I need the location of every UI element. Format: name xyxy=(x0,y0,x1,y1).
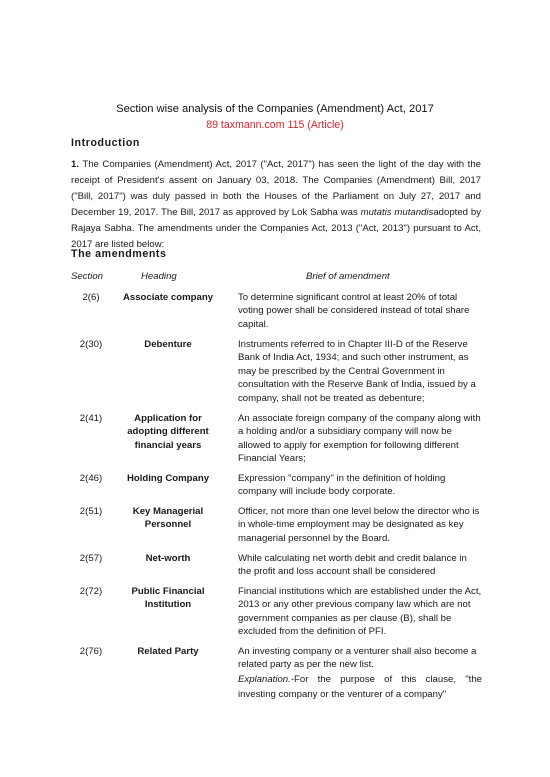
explanation-text: For the purpose of this clause, "the investing company or the venturer of a company" xyxy=(238,674,482,701)
amendments-heading: The amendments xyxy=(71,248,167,260)
amendments-table xyxy=(0,291,550,705)
row-section: 2(57) xyxy=(79,553,103,564)
row-section: 2(6) xyxy=(82,292,100,303)
table-row xyxy=(0,505,550,552)
row-heading: Associate company xyxy=(122,292,214,303)
row-section: 2(51) xyxy=(79,506,103,517)
row-heading: Related Party xyxy=(137,646,199,657)
column-header-heading: Heading xyxy=(141,271,177,282)
row-section: 2(41) xyxy=(79,413,103,424)
table-row xyxy=(0,412,550,472)
intro-italic-phrase: mutatis mutandis xyxy=(360,206,434,218)
row-heading: Debenture xyxy=(144,339,192,350)
row-section: 2(30) xyxy=(79,339,103,350)
row-heading: Key Managerial Personnel xyxy=(132,506,204,531)
row-brief: Instruments referred to in Chapter III-D of the Reserve Bank of India Act, 1934; and such other instrument, as may be prescribed by the Central Government in consultation with the Reserve Bank of India, issued by a company, shall not be treated as debenture; xyxy=(238,339,476,404)
table-row xyxy=(0,472,550,505)
table-row xyxy=(0,645,550,705)
explanation-label: Explanation.- xyxy=(238,674,294,685)
row-heading: Application for adopting different financial years xyxy=(127,413,209,451)
table-row xyxy=(0,291,550,338)
row-explanation xyxy=(238,672,482,702)
row-section: 2(46) xyxy=(79,473,103,484)
row-heading: Holding Company xyxy=(126,473,210,484)
table-row xyxy=(0,585,550,645)
row-brief: Financial institutions which are established under the Act, 2013 or any other previous company law which are not government companies as per clause (B), shall be excluded from the definition of PFI. xyxy=(238,586,482,638)
introduction-heading: Introduction xyxy=(71,137,140,149)
row-brief: An investing company or a venturer shall also become a related party as per the new list. xyxy=(238,646,477,671)
row-brief: Officer, not more than one level below the director who is in whole-time employment may be designated as key managerial personnel by the Board. xyxy=(238,506,480,544)
paragraph-number: 1. xyxy=(71,159,80,170)
row-heading: Public Financial Institution xyxy=(131,586,205,611)
row-section: 2(72) xyxy=(79,586,103,597)
row-brief: Expression "company" in the definition of holding company will include body corporate. xyxy=(238,473,446,498)
article-citation-link[interactable]: 89 taxmann.com 115 (Article) xyxy=(206,119,344,131)
intro-text-part-1: The Companies (Amendment) Act, 2017 ("Act, 2017") has seen the light of the day with the receipt of President's assent on January 03, 2018. The Companies (Amendment) Bill, 2017 ("Bill, 2017") was duly passed in both the Houses of the Parliament on July 27, 2017 and December 19, 2017. The Bill, 2017 as approved by Lok Sabha was xyxy=(71,159,481,218)
row-brief: While calculating net worth debit and credit balance in the profit and loss account shall be considered xyxy=(238,553,467,578)
row-heading: Net-worth xyxy=(145,553,191,564)
row-section: 2(76) xyxy=(79,646,103,657)
row-brief: An associate foreign company of the company along with a holding and/or a subsidiary company will now be allowed to apply for exemption for following different Financial Years; xyxy=(238,413,481,465)
document-title: Section wise analysis of the Companies (Amendment) Act, 2017 xyxy=(116,103,434,115)
table-row xyxy=(0,338,550,412)
column-header-section: Section xyxy=(71,271,103,282)
introduction-paragraph xyxy=(71,157,481,252)
row-brief: To determine significant control at least 20% of total voting power shall be considered instead of total share capital. xyxy=(238,292,470,330)
column-header-brief: Brief of amendment xyxy=(306,271,390,282)
table-row xyxy=(0,552,550,585)
intro-text-part-2: adopted by Rajaya Sabha. The amendments under the Companies Act, 2013 ("Act, 2013") pursuant to Act, 2017 are listed below: xyxy=(71,206,481,250)
